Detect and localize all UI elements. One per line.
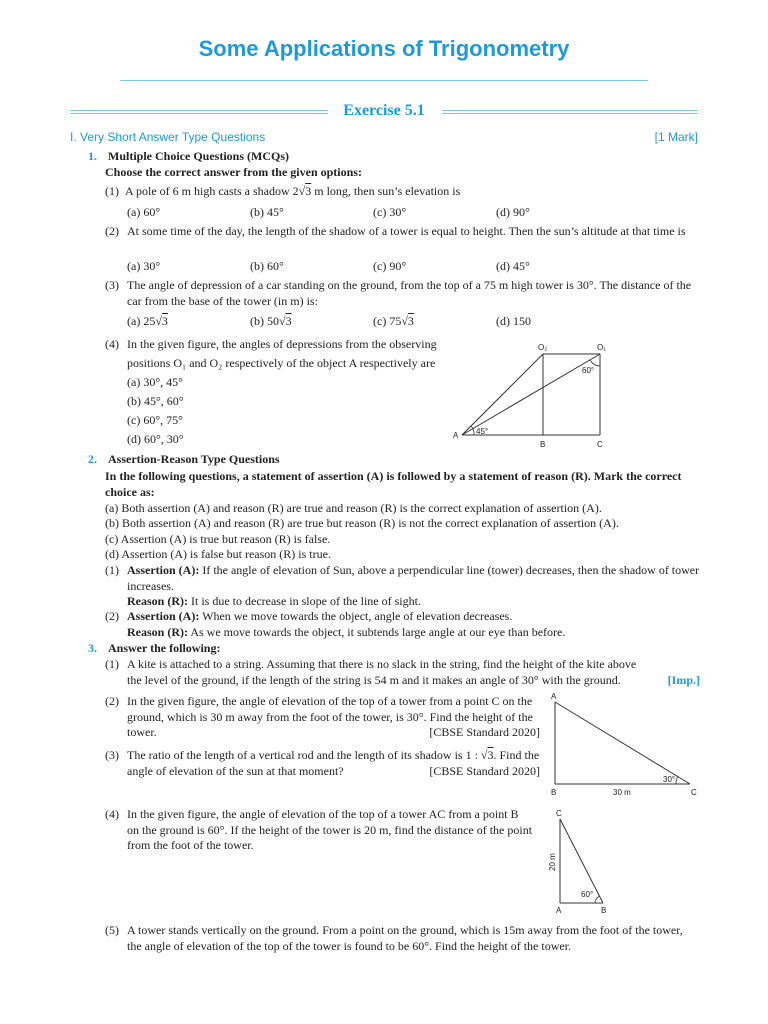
af-q3-source: [CBSE Standard 2020] <box>425 764 540 780</box>
ar-heading: 2. Assertion-Reason Type Questions <box>88 452 280 466</box>
mcq-q2-opt-b: (b) 60° <box>250 259 284 273</box>
fig3-label-b: B <box>601 906 607 915</box>
mcq-q2-opt-d: (d) 45° <box>496 259 530 273</box>
mcq-q3-opt-d: (d) 150 <box>496 314 531 328</box>
ar-choice-d: (d) Assertion (A) is false but reason (R) is true. <box>105 547 331 561</box>
section-heading <box>70 130 698 144</box>
mcq-q1-opt-d: (d) 90° <box>496 205 530 219</box>
mcq-q4-opt-c: (c) 60°, 75° <box>127 413 183 427</box>
fig1-label-b: B <box>540 440 546 449</box>
fig3-label-a: A <box>556 906 562 915</box>
af-q2: (2) In the given figure, the angle of elevation of the top of a tower from a point C on the ground, which is 30 m away from the foot of the tower, is 30°. Find the height of the tower. [CBSE Standard 2020] <box>105 694 540 739</box>
af-q1: (1) A kite is attached to a string. Assuming that there is no slack in the string, find the height of the kite above the level of the ground, if the length of the string is 54 m and it makes an angle of 30° with the ground. [Imp.] <box>105 657 700 687</box>
mcq-q3: (3) The angle of depression of a car standing on the ground, from the top of a 75 m high tower is 30°. The distance of the car from the base of the tower (in m) is: <box>105 278 692 308</box>
fig1-label-o2: O₂ <box>538 343 548 352</box>
mcq-q4: (4) In the given figure, the angles of depressions from the observing positions O₁ and O₂ respectively of the object A respectively are <box>105 337 437 370</box>
fig1-label-c: C <box>597 440 603 449</box>
fig2-label-a: A <box>551 692 557 701</box>
exercise-header <box>70 102 698 122</box>
ar-choice-a: (a) Both assertion (A) and reason (R) are true and reason (R) is the correct explanation of assertion (A). <box>105 501 602 515</box>
important-tag: [Imp.] <box>667 673 700 687</box>
mcq-q1-opt-a: (a) 60° <box>127 205 161 219</box>
exercise-label: Exercise 5.1 <box>343 102 425 119</box>
fig2-label-b: B <box>551 788 557 797</box>
fig1-label-a: A <box>453 431 459 440</box>
fig3-height: 20 m <box>548 853 557 871</box>
mcq-q4-opt-d: (d) 60°, 30° <box>127 432 184 446</box>
mcq-title: Multiple Choice Questions (MCQs) <box>108 149 289 163</box>
fig3-label-c: C <box>556 809 562 818</box>
fig3-angle: 60° <box>581 890 594 899</box>
mcq-q1: (1) A pole of 6 m high casts a shadow 2√3 m long, then sun’s elevation is <box>105 184 461 198</box>
fig2-angle: 30° <box>663 775 676 784</box>
figure-tower-30deg <box>545 690 705 800</box>
ar-q1: (1) Assertion (A): If the angle of elevation of Sun, above a perpendicular line (tower) decreases, then the shadow of tower increases. Reason (R): It is due to decrease in slope of the line of sight. <box>105 563 700 608</box>
af-heading: 3. Answer the following: <box>88 641 221 655</box>
mcq-q3-opt-c: (c) 75√3 <box>373 314 414 328</box>
mcq-q1-opt-c: (c) 30° <box>373 205 407 219</box>
ar-choice-b: (b) Both assertion (A) and reason (R) are true but reason (R) is not the correct explanation of assertion (A). <box>105 516 619 530</box>
fig1-angle-a: 45° <box>476 427 489 436</box>
mcq-q2-opt-c: (c) 90° <box>373 259 407 273</box>
section-title: I. Very Short Answer Type Questions <box>70 130 266 144</box>
mcq-heading <box>88 149 289 165</box>
figure-tower-60deg <box>545 807 625 919</box>
mcq-q4-opt-b: (b) 45°, 60° <box>127 394 184 408</box>
af-q4: (4) In the given figure, the angle of elevation of the top of a tower AC from a point B on the ground is 60°. If the height of the tower is 20 m, find the distance of the point from the foot of the tower. <box>105 807 533 852</box>
title-divider <box>120 80 648 81</box>
mcq-q2-opt-a: (a) 30° <box>127 259 161 273</box>
mcq-q3-opt-a: (a) 25√3 <box>127 314 168 328</box>
fig2-distance: 30 m <box>613 788 631 797</box>
mcq-number: 1. <box>88 149 97 163</box>
section-marks: [1 Mark] <box>654 130 698 144</box>
ar-instruction: In the following questions, a statement of assertion (A) is followed by a statement of reason (R). Mark the correct choice as: <box>105 469 682 499</box>
af-q5: (5) A tower stands vertically on the ground. From a point on the ground, which is 15m away from the foot of the tower, the angle of elevation of the top of the tower is found to be 60°. Find the height of the tower. <box>105 923 683 953</box>
fig1-angle-top: 60° <box>582 366 595 375</box>
ar-choice-c: (c) Assertion (A) is true but reason (R) is false. <box>105 532 331 546</box>
ar-q2: (2) Assertion (A): When we move towards the object, angle of elevation decreases. Reason (R): As we move towards the object, it subtends large angle at our eye than before. <box>105 609 566 639</box>
af-q2-source: [CBSE Standard 2020] <box>425 725 540 741</box>
mcq-instruction: Choose the correct answer from the given options: <box>105 165 362 179</box>
fig2-label-c: C <box>691 788 697 797</box>
page-title: Some Applications of Trigonometry <box>198 36 570 61</box>
mcq-q4-opt-a: (a) 30°, 45° <box>127 375 183 389</box>
mcq-q3-opt-b: (b) 50√3 <box>250 314 292 328</box>
mcq-q2: (2) At some time of the day, the length of the shadow of a tower is equal to height. Then the sun’s altitude at that time is <box>105 224 686 238</box>
mcq-q1-opt-b: (b) 45° <box>250 205 284 219</box>
fig1-label-o1: O₁ <box>597 343 606 352</box>
af-q3: (3) The ratio of the length of a vertical rod and the length of its shadow is 1 : √3. Find the angle of elevation of the sun at that moment? [CBSE Standard 2020] <box>105 748 540 778</box>
figure-depression-angles <box>448 338 618 453</box>
